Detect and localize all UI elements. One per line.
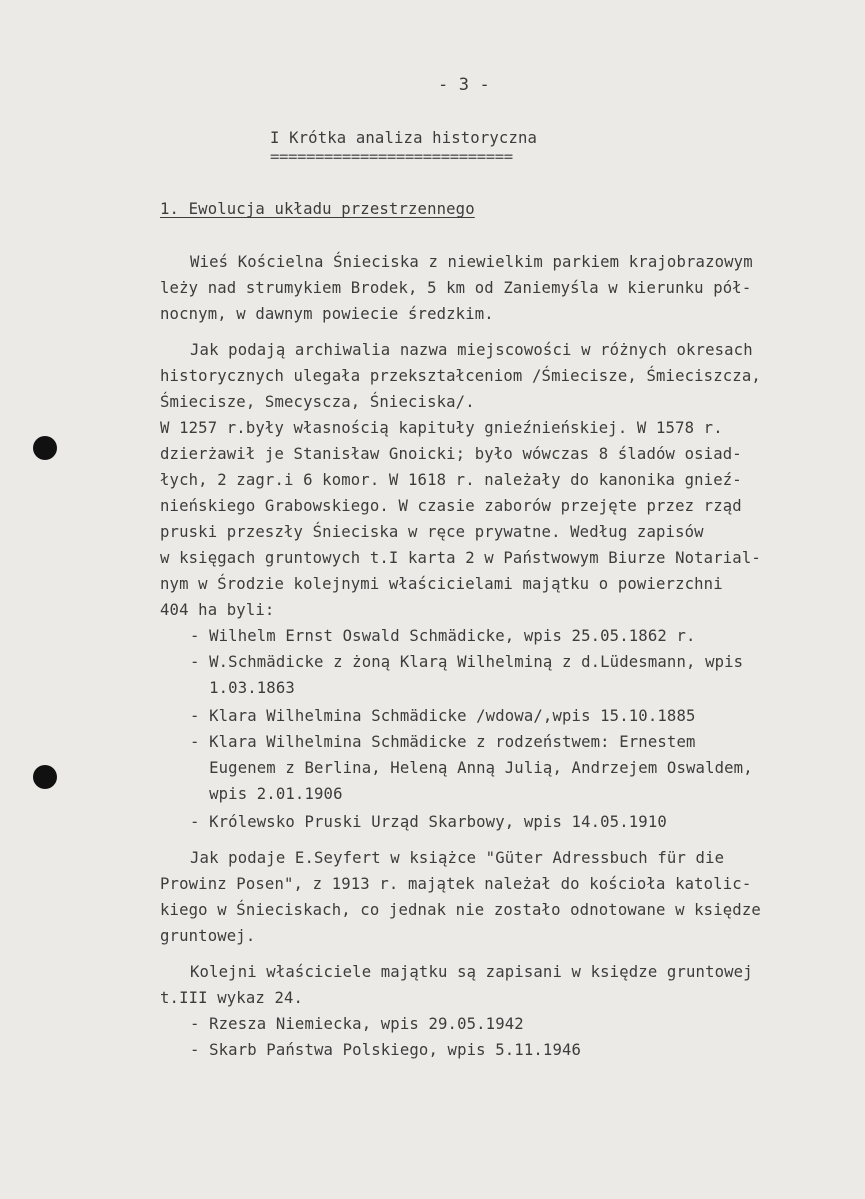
punch-hole	[33, 765, 57, 789]
text-line: w księgach gruntowych t.I karta 2 w Państwowym Biurze Notarial-	[160, 549, 761, 567]
text-line: nieńskiego Grabowskiego. W czasie zaborów przejęte przez rząd	[160, 497, 742, 515]
list-item: 1.03.1863	[190, 679, 295, 697]
text-line: nym w Środzie kolejnymi właścicielami majątku o powierzchni	[160, 575, 723, 593]
list-item: - Wilhelm Ernst Oswald Schmädicke, wpis 25.05.1862 r.	[190, 627, 696, 645]
text-line: Wieś Kościelna Śnieciska z niewielkim parkiem krajobrazowym	[190, 253, 753, 271]
text-line: kiego w Śnieciskach, co jednak nie zostało odnotowane w księdze	[160, 901, 761, 919]
punch-hole	[33, 436, 57, 460]
list-item: - Skarb Państwa Polskiego, wpis 5.11.1946	[190, 1041, 582, 1059]
list-item: - Klara Wilhelmina Schmädicke /wdowa/,wpis 15.10.1885	[190, 707, 696, 725]
chapter-title: I Krótka analiza historyczna	[270, 129, 538, 147]
text-line: Śmiecisze, Smecyscza, Śnieciska/.	[160, 393, 475, 411]
text-line: dzierżawił je Stanisław Gnoicki; było wówczas 8 śladów osiad-	[160, 445, 742, 463]
text-line: leży nad strumykiem Brodek, 5 km od Zaniemyśla w kierunku pół-	[160, 279, 752, 297]
list-item: Eugenem z Berlina, Heleną Anną Julią, Andrzejem Oswaldem,	[190, 759, 753, 777]
page-number: - 3 -	[438, 75, 490, 95]
text-line: Jak podaje E.Seyfert w książce "Güter Adressbuch für die	[190, 849, 725, 867]
text-line: t.III wykaz 24.	[160, 989, 304, 1007]
section-title: 1. Ewolucja układu przestrzennego	[160, 200, 475, 218]
text-line: gruntowej.	[160, 927, 256, 945]
text-line: 404 ha byli:	[160, 601, 275, 619]
text-line: Kolejni właściciele majątku są zapisani w księdze gruntowej	[190, 963, 753, 981]
list-item: wpis 2.01.1906	[190, 785, 343, 803]
text-line: W 1257 r.były własnością kapituły gnieźnieńskiej. W 1578 r.	[160, 419, 723, 437]
list-item: - Rzesza Niemiecka, wpis 29.05.1942	[190, 1015, 524, 1033]
text-line: historycznych ulegała przekształceniom /Śmiecisze, Śmieciszcza,	[160, 367, 761, 385]
list-item: - Klara Wilhelmina Schmädicke z rodzeństwem: Ernestem	[190, 733, 696, 751]
text-line: Jak podają archiwalia nazwa miejscowości w różnych okresach	[190, 341, 753, 359]
chapter-title-rule: ===========================	[270, 148, 513, 166]
text-line: pruski przeszły Śnieciska w ręce prywatne. Według zapisów	[160, 523, 704, 541]
list-item: - Królewsko Pruski Urząd Skarbowy, wpis 14.05.1910	[190, 813, 667, 831]
text-line: łych, 2 zagr.i 6 komor. W 1618 r. należały do kanonika gnieź-	[160, 471, 742, 489]
list-item: - W.Schmädicke z żoną Klarą Wilhelminą z d.Lüdesmann, wpis	[190, 653, 744, 671]
text-line: nocnym, w dawnym powiecie średzkim.	[160, 305, 494, 323]
text-line: Prowinz Posen", z 1913 r. majątek należał do kościoła katolic-	[160, 875, 752, 893]
